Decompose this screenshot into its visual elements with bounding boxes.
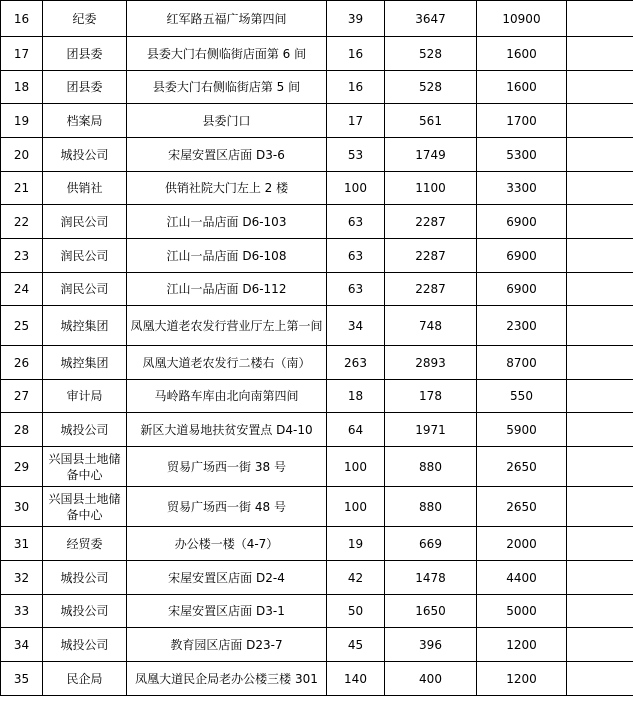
area-cell: 17 bbox=[327, 104, 385, 138]
table-body bbox=[1, 1, 633, 696]
table-row bbox=[1, 487, 633, 527]
table-row bbox=[1, 380, 633, 413]
unit-cell: 团县委 bbox=[43, 71, 127, 104]
value-cell: 2287 bbox=[385, 273, 477, 306]
blank-cell bbox=[567, 595, 633, 628]
area-cell: 19 bbox=[327, 527, 385, 561]
unit-cell: 润民公司 bbox=[43, 239, 127, 273]
unit-cell: 审计局 bbox=[43, 380, 127, 413]
value-cell: 561 bbox=[385, 104, 477, 138]
table-row bbox=[1, 346, 633, 380]
unit-cell: 兴国县土地储备中心 bbox=[43, 487, 127, 527]
blank-cell bbox=[567, 628, 633, 662]
value-cell: 1478 bbox=[385, 561, 477, 595]
blank-cell bbox=[567, 662, 633, 696]
row-number-cell: 28 bbox=[1, 413, 43, 447]
row-number-cell: 21 bbox=[1, 172, 43, 205]
unit-cell: 城投公司 bbox=[43, 138, 127, 172]
area-cell: 50 bbox=[327, 595, 385, 628]
table-row bbox=[1, 413, 633, 447]
unit-cell: 润民公司 bbox=[43, 273, 127, 306]
amount-cell: 5300 bbox=[477, 138, 567, 172]
location-cell: 办公楼一楼（4-7） bbox=[127, 527, 327, 561]
location-cell: 宋屋安置区店面 D2-4 bbox=[127, 561, 327, 595]
row-number-cell: 29 bbox=[1, 447, 43, 487]
blank-cell bbox=[567, 561, 633, 595]
value-cell: 400 bbox=[385, 662, 477, 696]
unit-cell: 团县委 bbox=[43, 37, 127, 71]
area-cell: 263 bbox=[327, 346, 385, 380]
area-cell: 100 bbox=[327, 447, 385, 487]
location-cell: 供销社院大门左上 2 楼 bbox=[127, 172, 327, 205]
blank-cell bbox=[567, 346, 633, 380]
amount-cell: 6900 bbox=[477, 273, 567, 306]
blank-cell bbox=[567, 172, 633, 205]
area-cell: 100 bbox=[327, 172, 385, 205]
row-number-cell: 30 bbox=[1, 487, 43, 527]
blank-cell bbox=[567, 205, 633, 239]
amount-cell: 1600 bbox=[477, 71, 567, 104]
row-number-cell: 33 bbox=[1, 595, 43, 628]
table-row bbox=[1, 447, 633, 487]
value-cell: 1650 bbox=[385, 595, 477, 628]
amount-cell: 2650 bbox=[477, 447, 567, 487]
area-cell: 45 bbox=[327, 628, 385, 662]
value-cell: 2287 bbox=[385, 239, 477, 273]
table-row bbox=[1, 71, 633, 104]
unit-cell: 城投公司 bbox=[43, 595, 127, 628]
blank-cell bbox=[567, 37, 633, 71]
table-row bbox=[1, 138, 633, 172]
table-row bbox=[1, 561, 633, 595]
amount-cell: 2300 bbox=[477, 306, 567, 346]
value-cell: 528 bbox=[385, 37, 477, 71]
area-cell: 39 bbox=[327, 1, 385, 37]
row-number-cell: 25 bbox=[1, 306, 43, 346]
area-cell: 42 bbox=[327, 561, 385, 595]
blank-cell bbox=[567, 104, 633, 138]
table-row bbox=[1, 628, 633, 662]
area-cell: 63 bbox=[327, 273, 385, 306]
value-cell: 178 bbox=[385, 380, 477, 413]
blank-cell bbox=[567, 413, 633, 447]
unit-cell: 经贸委 bbox=[43, 527, 127, 561]
area-cell: 140 bbox=[327, 662, 385, 696]
table-row bbox=[1, 37, 633, 71]
value-cell: 880 bbox=[385, 487, 477, 527]
location-cell: 宋屋安置区店面 D3-6 bbox=[127, 138, 327, 172]
table-row bbox=[1, 306, 633, 346]
unit-cell: 润民公司 bbox=[43, 205, 127, 239]
blank-cell bbox=[567, 306, 633, 346]
amount-cell: 550 bbox=[477, 380, 567, 413]
area-cell: 100 bbox=[327, 487, 385, 527]
unit-cell: 城控集团 bbox=[43, 346, 127, 380]
unit-cell: 城投公司 bbox=[43, 561, 127, 595]
blank-cell bbox=[567, 273, 633, 306]
amount-cell: 1700 bbox=[477, 104, 567, 138]
row-number-cell: 20 bbox=[1, 138, 43, 172]
area-cell: 63 bbox=[327, 205, 385, 239]
table-row bbox=[1, 273, 633, 306]
row-number-cell: 35 bbox=[1, 662, 43, 696]
value-cell: 1749 bbox=[385, 138, 477, 172]
value-cell: 880 bbox=[385, 447, 477, 487]
blank-cell bbox=[567, 71, 633, 104]
row-number-cell: 18 bbox=[1, 71, 43, 104]
row-number-cell: 26 bbox=[1, 346, 43, 380]
value-cell: 3647 bbox=[385, 1, 477, 37]
value-cell: 748 bbox=[385, 306, 477, 346]
location-cell: 江山一品店面 D6-108 bbox=[127, 239, 327, 273]
row-number-cell: 32 bbox=[1, 561, 43, 595]
amount-cell: 3300 bbox=[477, 172, 567, 205]
unit-cell: 纪委 bbox=[43, 1, 127, 37]
area-cell: 63 bbox=[327, 239, 385, 273]
blank-cell bbox=[567, 380, 633, 413]
table-row bbox=[1, 239, 633, 273]
table-row bbox=[1, 527, 633, 561]
location-cell: 县委门口 bbox=[127, 104, 327, 138]
location-cell: 马岭路车库由北向南第四间 bbox=[127, 380, 327, 413]
value-cell: 669 bbox=[385, 527, 477, 561]
amount-cell: 2000 bbox=[477, 527, 567, 561]
amount-cell: 6900 bbox=[477, 205, 567, 239]
area-cell: 34 bbox=[327, 306, 385, 346]
blank-cell bbox=[567, 527, 633, 561]
value-cell: 1971 bbox=[385, 413, 477, 447]
location-cell: 县委大门右侧临街店第 5 间 bbox=[127, 71, 327, 104]
unit-cell: 档案局 bbox=[43, 104, 127, 138]
table-row bbox=[1, 172, 633, 205]
row-number-cell: 17 bbox=[1, 37, 43, 71]
row-number-cell: 34 bbox=[1, 628, 43, 662]
blank-cell bbox=[567, 487, 633, 527]
blank-cell bbox=[567, 1, 633, 37]
amount-cell: 1600 bbox=[477, 37, 567, 71]
unit-cell: 城投公司 bbox=[43, 413, 127, 447]
row-number-cell: 24 bbox=[1, 273, 43, 306]
row-number-cell: 22 bbox=[1, 205, 43, 239]
area-cell: 18 bbox=[327, 380, 385, 413]
location-cell: 凤凰大道老农发行营业厅左上第一间 bbox=[127, 306, 327, 346]
blank-cell bbox=[567, 447, 633, 487]
row-number-cell: 16 bbox=[1, 1, 43, 37]
amount-cell: 6900 bbox=[477, 239, 567, 273]
amount-cell: 5000 bbox=[477, 595, 567, 628]
table-row bbox=[1, 104, 633, 138]
location-cell: 江山一品店面 D6-103 bbox=[127, 205, 327, 239]
table-row bbox=[1, 205, 633, 239]
location-cell: 县委大门右侧临街店面第 6 间 bbox=[127, 37, 327, 71]
location-cell: 宋屋安置区店面 D3-1 bbox=[127, 595, 327, 628]
value-cell: 2893 bbox=[385, 346, 477, 380]
amount-cell: 8700 bbox=[477, 346, 567, 380]
location-cell: 贸易广场西一街 48 号 bbox=[127, 487, 327, 527]
unit-cell: 供销社 bbox=[43, 172, 127, 205]
table-row bbox=[1, 662, 633, 696]
row-number-cell: 27 bbox=[1, 380, 43, 413]
blank-cell bbox=[567, 138, 633, 172]
value-cell: 396 bbox=[385, 628, 477, 662]
location-cell: 贸易广场西一街 38 号 bbox=[127, 447, 327, 487]
unit-cell: 兴国县土地储备中心 bbox=[43, 447, 127, 487]
row-number-cell: 31 bbox=[1, 527, 43, 561]
amount-cell: 10900 bbox=[477, 1, 567, 37]
row-number-cell: 19 bbox=[1, 104, 43, 138]
area-cell: 53 bbox=[327, 138, 385, 172]
value-cell: 528 bbox=[385, 71, 477, 104]
location-cell: 新区大道易地扶贫安置点 D4-10 bbox=[127, 413, 327, 447]
unit-cell: 城控集团 bbox=[43, 306, 127, 346]
table-row bbox=[1, 1, 633, 37]
area-cell: 64 bbox=[327, 413, 385, 447]
table-row bbox=[1, 595, 633, 628]
row-number-cell: 23 bbox=[1, 239, 43, 273]
area-cell: 16 bbox=[327, 37, 385, 71]
unit-cell: 城投公司 bbox=[43, 628, 127, 662]
location-cell: 凤凰大道老农发行二楼右（南） bbox=[127, 346, 327, 380]
amount-cell: 1200 bbox=[477, 628, 567, 662]
amount-cell: 2650 bbox=[477, 487, 567, 527]
location-cell: 红军路五福广场第四间 bbox=[127, 1, 327, 37]
location-cell: 凤凰大道民企局老办公楼三楼 301 bbox=[127, 662, 327, 696]
blank-cell bbox=[567, 239, 633, 273]
location-cell: 江山一品店面 D6-112 bbox=[127, 273, 327, 306]
amount-cell: 1200 bbox=[477, 662, 567, 696]
value-cell: 2287 bbox=[385, 205, 477, 239]
unit-cell: 民企局 bbox=[43, 662, 127, 696]
area-cell: 16 bbox=[327, 71, 385, 104]
amount-cell: 5900 bbox=[477, 413, 567, 447]
location-cell: 教育园区店面 D23-7 bbox=[127, 628, 327, 662]
value-cell: 1100 bbox=[385, 172, 477, 205]
amount-cell: 4400 bbox=[477, 561, 567, 595]
